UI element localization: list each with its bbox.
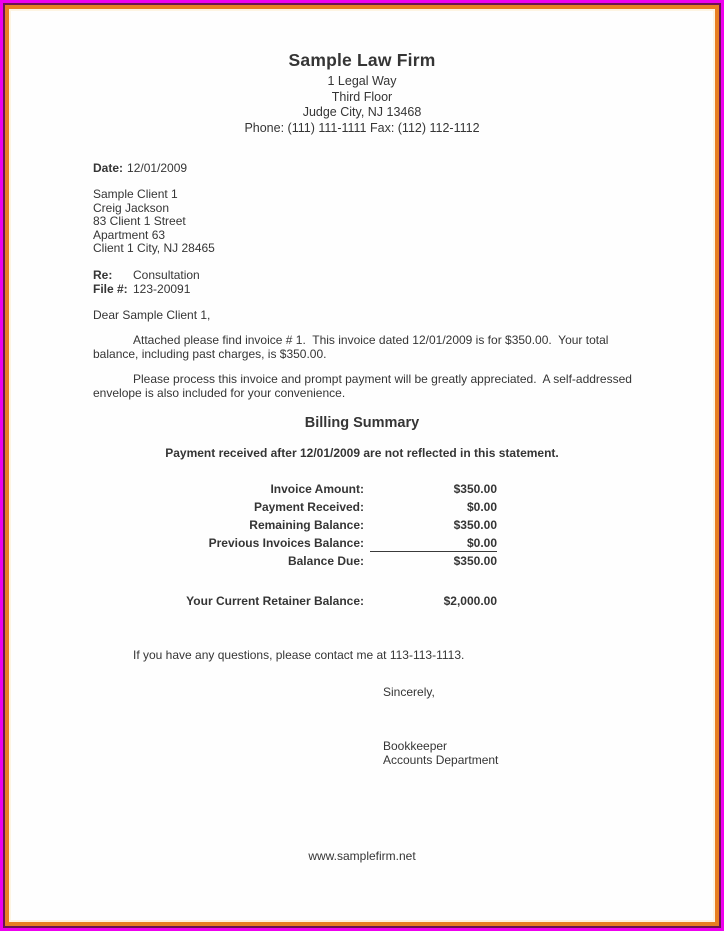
letter-page <box>9 9 715 922</box>
recipient-line: Client 1 City, NJ 28465 <box>93 241 215 255</box>
signature-line: Bookkeeper <box>383 739 448 753</box>
row-value: $0.00 <box>466 500 497 514</box>
firm-phone-fax: Phone: (111) 111-1111 Fax: (112) 112-1112 <box>244 120 480 135</box>
table-row <box>93 534 497 552</box>
date-line <box>93 161 187 175</box>
re-file-block <box>93 268 200 296</box>
row-label: Payment Received: <box>253 500 364 514</box>
billing-summary-title: Billing Summary <box>304 415 420 431</box>
row-value: $2,000.00 <box>443 594 497 608</box>
table-row <box>93 480 497 498</box>
row-value: $350.00 <box>453 482 497 496</box>
recipient-line: Sample Client 1 <box>93 187 178 201</box>
body-paragraph-payment-request: Please process this invoice and prompt payment will be greatly appreciated. A self-addressed envelope is also included for your convenience. <box>93 372 636 400</box>
row-label: Invoice Amount: <box>270 482 364 496</box>
recipient-line: 83 Client 1 Street <box>93 214 186 228</box>
row-value: $350.00 <box>453 518 497 532</box>
contact-questions-line: If you have any questions, please contact me at 113-113-1113. <box>133 648 465 662</box>
decorative-border-inner <box>5 5 719 926</box>
file-number-label: File #: <box>93 282 128 296</box>
table-row <box>93 498 497 516</box>
row-value: $0.00 <box>370 534 497 552</box>
firm-address-line: Judge City, NJ 13468 <box>302 105 422 119</box>
row-value: $350.00 <box>453 554 497 568</box>
firm-name: Sample Law Firm <box>288 50 436 70</box>
table-row <box>93 552 497 570</box>
date-label: Date: <box>93 161 124 175</box>
letterhead <box>9 50 715 136</box>
date-value: 12/01/2009 <box>127 161 188 175</box>
re-value: Consultation <box>133 268 200 282</box>
retainer-balance-row <box>93 592 497 610</box>
decorative-border-mid <box>3 3 721 928</box>
file-number-value: 123-20091 <box>133 282 191 296</box>
signoff: Sincerely, <box>383 685 435 699</box>
row-label: Your Current Retainer Balance: <box>186 594 364 608</box>
signature-block <box>383 740 498 767</box>
website-footer: www.samplefirm.net <box>308 849 416 863</box>
re-label: Re: <box>93 268 113 282</box>
row-label: Remaining Balance: <box>249 518 364 532</box>
firm-address-line: 1 Legal Way <box>327 74 397 88</box>
signature-line: Accounts Department <box>383 752 499 767</box>
re-line <box>93 268 200 282</box>
row-label: Previous Invoices Balance: <box>208 536 364 550</box>
billing-summary-notice: Payment received after 12/01/2009 are not reflected in this statement. <box>165 446 559 460</box>
salutation: Dear Sample Client 1, <box>93 308 211 322</box>
recipient-line: Apartment 63 <box>93 227 166 242</box>
row-label: Balance Due: <box>287 554 364 568</box>
file-number-line <box>93 282 200 296</box>
billing-summary-table <box>93 480 497 570</box>
table-row <box>93 516 497 534</box>
firm-address-line: Third Floor <box>331 89 393 104</box>
body-paragraph-invoice: Attached please find invoice # 1. This invoice dated 12/01/2009 is for $350.00. Your total balance, including past charges, is $350.00. <box>93 333 612 361</box>
recipient-line: Creig Jackson <box>93 200 170 215</box>
recipient-address-block <box>93 188 215 256</box>
table-row <box>93 592 497 610</box>
